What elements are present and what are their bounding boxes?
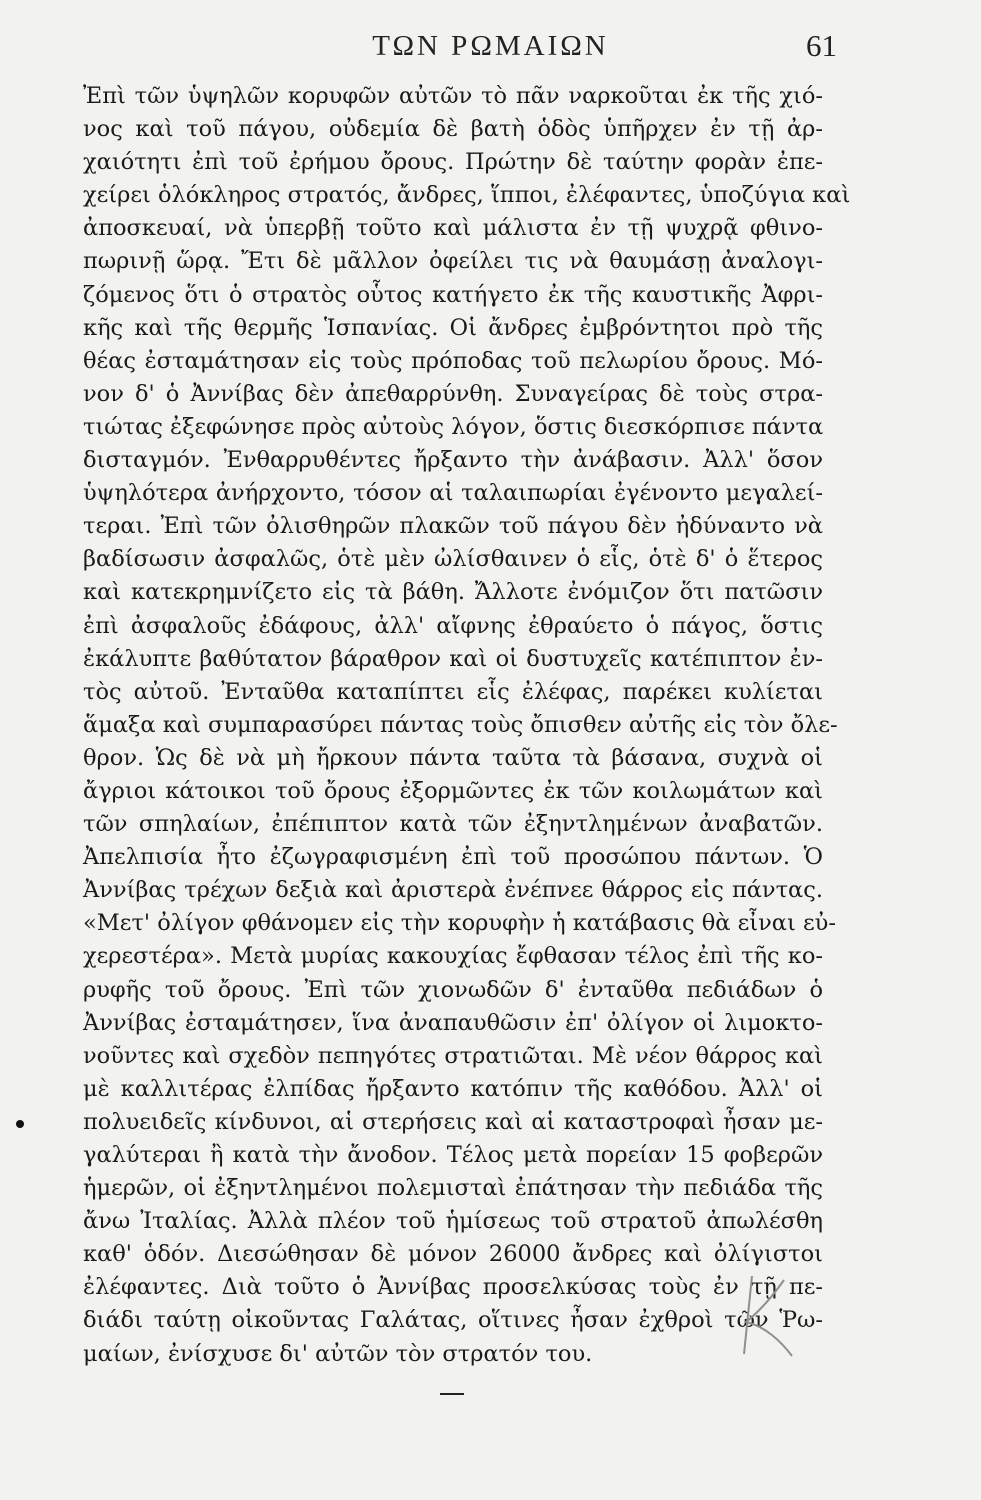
running-title: ΤΩΝ ΡΩΜΑΙΩΝ: [372, 30, 609, 62]
end-dash: [440, 1393, 464, 1395]
text-line: θέας ἐσταμάτησαν εἰς τοὺς πρόποδας τοῦ πελωρίου ὄρους. Μό-: [83, 347, 823, 374]
text-line: Ἀννίβας ἐσταμάτησεν, ἵνα ἀναπαυθῶσιν ἐπ' ὀλίγον οἱ λιμοκτο-: [83, 1009, 823, 1036]
text-line: βαδίσωσιν ἀσφαλῶς, ὁτὲ μὲν ὠλίσθαινεν ὁ εἷς, ὁτὲ δ' ὁ ἕτερος: [83, 546, 823, 573]
text-line: ἄγριοι κάτοικοι τοῦ ὄρους ἐξορμῶντες ἐκ τῶν κοιλωμάτων καὶ: [83, 777, 823, 804]
margin-dot: [16, 1120, 24, 1128]
text-line: χείρει ὁλόκληρος στρατός, ἄνδρες, ἵπποι, ἐλέφαντες, ὑποζύγια καὶ: [83, 182, 851, 209]
text-line: ἄνω Ἰταλίας. Ἀλλὰ πλέον τοῦ ἡμίσεως τοῦ στρατοῦ ἀπωλέσθη: [83, 1208, 823, 1235]
text-line: Ἀννίβας τρέχων δεξιὰ καὶ ἀριστερὰ ἐνέπνεε θάρρος εἰς πάντας.: [83, 877, 823, 904]
text-line: Ἀπελπισία ἦτο ἐζωγραφισμένη ἐπὶ τοῦ προσώπου πάντων. Ὁ: [83, 844, 823, 871]
text-line: τεραι. Ἐπὶ τῶν ὀλισθηρῶν πλακῶν τοῦ πάγου δὲν ἠδύναντο νὰ: [83, 513, 823, 540]
text-line-last: μαίων, ἐνίσχυσε δι' αὐτῶν τὸν στρατόν του.: [83, 1340, 593, 1367]
text-line: διάδι ταύτῃ οἰκοῦντας Γαλάτας, οἵτινες ἦσαν ἐχθροὶ τῶν Ῥω-: [83, 1307, 823, 1334]
text-line: νος καὶ τοῦ πάγου, οὐδεμία δὲ βατὴ ὁδὸς ὑπῆρχεν ἐν τῇ ἀρ-: [83, 116, 823, 143]
text-line: ἅμαξα καὶ συμπαρασύρει πάντας τοὺς ὄπισθεν αὐτῆς εἰς τὸν ὄλε-: [83, 711, 838, 738]
text-line: χερεστέρα». Μετὰ μυρίας κακουχίας ἔφθασαν τέλος ἐπὶ τῆς κο-: [83, 943, 823, 970]
text-line: Ἐπὶ τῶν ὑψηλῶν κορυφῶν αὐτῶν τὸ πᾶν ναρκοῦται ἐκ τῆς χιό-: [83, 83, 823, 109]
text-line: ἐκάλυπτε βαθύτατον βάραθρον καὶ οἱ δυστυχεῖς κατέπιπτον ἐν-: [83, 645, 823, 672]
text-line: δισταγμόν. Ἐνθαρρυθέντες ἤρξαντο τὴν ἀνάβασιν. Ἀλλ' ὅσον: [83, 447, 823, 474]
text-line: ἡμερῶν, οἱ ἐξηντλημένοι πολεμισταὶ ἐπάτησαν τὴν πεδιάδα τῆς: [83, 1175, 823, 1202]
text-line: πολυειδεῖς κίνδυνοι, αἱ στερήσεις καὶ αἱ καταστροφαὶ ἦσαν με-: [83, 1108, 823, 1135]
text-line: ρυφῆς τοῦ ὄρους. Ἐπὶ τῶν χιονωδῶν δ' ἐνταῦθα πεδιάδων ὁ: [83, 976, 823, 1003]
text-line: πωρινῇ ὥρᾳ. Ἔτι δὲ μᾶλλον ὀφείλει τις νὰ θαυμάσῃ ἀναλογι-: [83, 248, 823, 275]
text-line: ζόμενος ὅτι ὁ στρατὸς οὗτος κατήγετο ἐκ τῆς καυστικῆς Ἀφρι-: [83, 281, 823, 308]
text-line: μὲ καλλιτέρας ἐλπίδας ἤρξαντο κατόπιν τῆς καθόδου. Ἀλλ' οἱ: [83, 1075, 823, 1102]
text-line: χαιότητι ἐπὶ τοῦ ἐρήμου ὄρους. Πρώτην δὲ ταύτην φορὰν ἐπε-: [83, 149, 823, 176]
text-line: καθ' ὁδόν. Διεσώθησαν δὲ μόνον 26000 ἄνδρες καὶ ὀλίγιστοι: [83, 1241, 823, 1268]
text-line: τῶν σπηλαίων, ἐπέπιπτον κατὰ τῶν ἐξηντλημένων ἀναβατῶν.: [83, 811, 823, 838]
text-line: ὑψηλότερα ἀνήρχοντο, τόσον αἱ ταλαιπωρίαι ἐγένοντο μεγαλεί-: [83, 480, 823, 507]
text-line: θρον. Ὡς δὲ νὰ μὴ ἤρκουν πάντα ταῦτα τὰ βάσανα, συχνὰ οἱ: [83, 744, 823, 771]
text-line: καὶ κατεκρημνίζετο εἰς τὰ βάθη. Ἄλλοτε ἐνόμιζον ὅτι πατῶσιν: [83, 579, 823, 606]
page-number: 61: [806, 28, 837, 63]
text-line: ἐλέφαντες. Διὰ τοῦτο ὁ Ἀννίβας προσελκύσας τοὺς ἐν τῇ πε-: [83, 1274, 823, 1301]
text-line: νοῦντες καὶ σχεδὸν πεπηγότες στρατιῶται. Μὲ νέον θάρρος καὶ: [83, 1042, 823, 1069]
text-line: γαλύτεραι ἢ κατὰ τὴν ἄνοδον. Τέλος μετὰ πορείαν 15 φοβερῶν: [83, 1142, 823, 1168]
text-line: νον δ' ὁ Ἀννίβας δὲν ἀπεθαρρύνθη. Συναγείρας δὲ τοὺς στρα-: [83, 380, 823, 407]
text-line: «Μετ' ὀλίγον φθάνομεν εἰς τὴν κορυφὴν ἡ κατάβασις θὰ εἶναι εὐ-: [83, 910, 836, 937]
handwritten-mark: [722, 1266, 807, 1361]
text-line: κῆς καὶ τῆς θερμῆς Ἱσπανίας. Οἱ ἄνδρες ἐμβρόντητοι πρὸ τῆς: [83, 314, 823, 341]
text-line: τὸς αὐτοῦ. Ἐνταῦθα καταπίπτει εἷς ἐλέφας, παρέκει κυλίεται: [83, 678, 823, 705]
text-line: ἐπὶ ἀσφαλοῦς ἐδάφους, ἀλλ' αἴφνης ἐθραύετο ὁ πάγος, ὅστις: [83, 612, 823, 639]
text-line: ἀποσκευαί, νὰ ὑπερβῇ τοῦτο καὶ μάλιστα ἐν τῇ ψυχρᾷ φθινο-: [83, 215, 823, 242]
body-text: [83, 80, 851, 1371]
text-line: τιώτας ἐξεφώνησε πρὸς αὐτοὺς λόγον, ὅστις διεσκόρπισε πάντα: [83, 413, 824, 440]
